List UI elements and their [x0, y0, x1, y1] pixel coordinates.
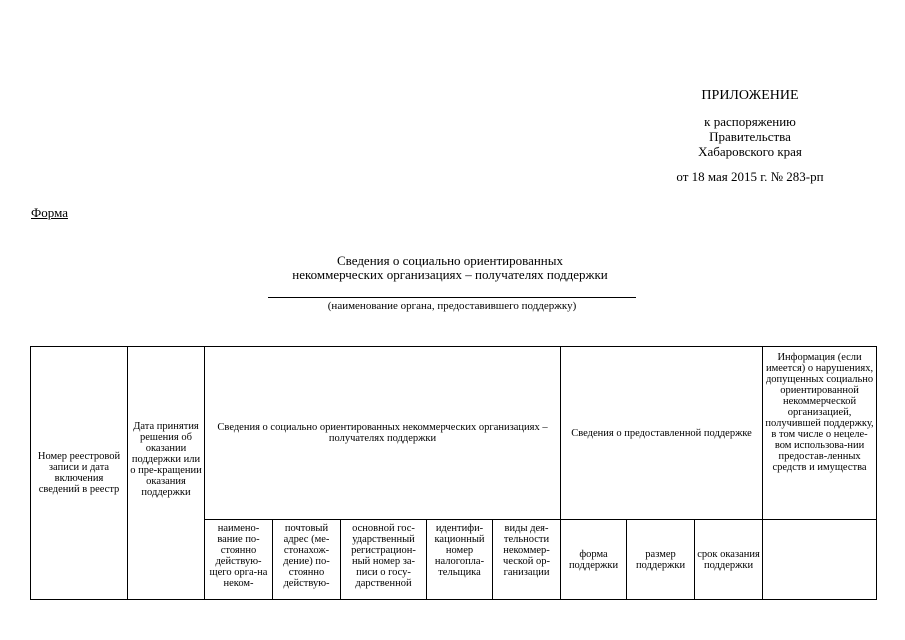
subheader-violations-empty	[763, 520, 877, 600]
subheader-activity: виды дея-тельности некоммер-ческой ор-ганизации	[503, 523, 550, 578]
header-registry-number: Номер реестровой записи и дата включения сведений в реестр	[31, 347, 128, 600]
subheader-support-form: форма поддержки	[561, 520, 627, 600]
header-support-group: Сведения о предоставленной поддержке	[561, 347, 763, 520]
table-header-row	[31, 347, 877, 520]
subheader-postal-address: почтовый адрес (ме-стонахож-дение) по-стоянно действую-	[283, 523, 330, 589]
title-line-2: некоммерческих организациях – получателях поддержки	[292, 267, 608, 282]
appendix-heading: ПРИЛОЖЕНИЕ	[701, 88, 799, 103]
header-violations: Информация (если имеется) о нарушениях, допущенных социально ориентированной некоммерческой организацией, получившей поддержку, в том числе о нецеле-вом использова-нии предостав-ленных средств и имущества	[763, 347, 877, 520]
appendix-line-1: к распоряжению	[704, 114, 796, 129]
subheader-ogrn: основной гос-ударственный регистрацион-ный номер за-писи о госу-дарственной	[351, 523, 416, 589]
appendix-block	[600, 88, 900, 184]
subheader-org-name: наимено-вание по-стоянно действую-щего орга-на неком-	[209, 523, 268, 589]
authority-caption: (наименование органа, предоставившего поддержку)	[327, 300, 577, 312]
subheader-support-term: срок оказания поддержки	[695, 520, 763, 600]
title-line-1: Сведения о социально ориентированных	[336, 253, 563, 268]
appendix-line-2: Правительства	[709, 129, 791, 144]
appendix-date: от 18 мая 2015 г. № 283-рп	[676, 169, 824, 184]
registry-table	[30, 346, 877, 600]
form-label: Форма	[31, 205, 68, 220]
header-decision-date: Дата принятия решения об оказании поддержки или о пре-кращении оказания поддержки	[128, 347, 205, 600]
subheader-support-amount: размер поддержки	[627, 520, 695, 600]
header-organizations-group: Сведения о социально ориентированных некоммерческих организациях – получателях поддержки	[205, 347, 561, 520]
authority-name-line	[268, 297, 636, 298]
subheader-inn: идентифи-кационный номер налогопла-тельщика	[434, 523, 485, 578]
appendix-line-3: Хабаровского края	[698, 144, 802, 159]
document-title	[200, 254, 700, 282]
